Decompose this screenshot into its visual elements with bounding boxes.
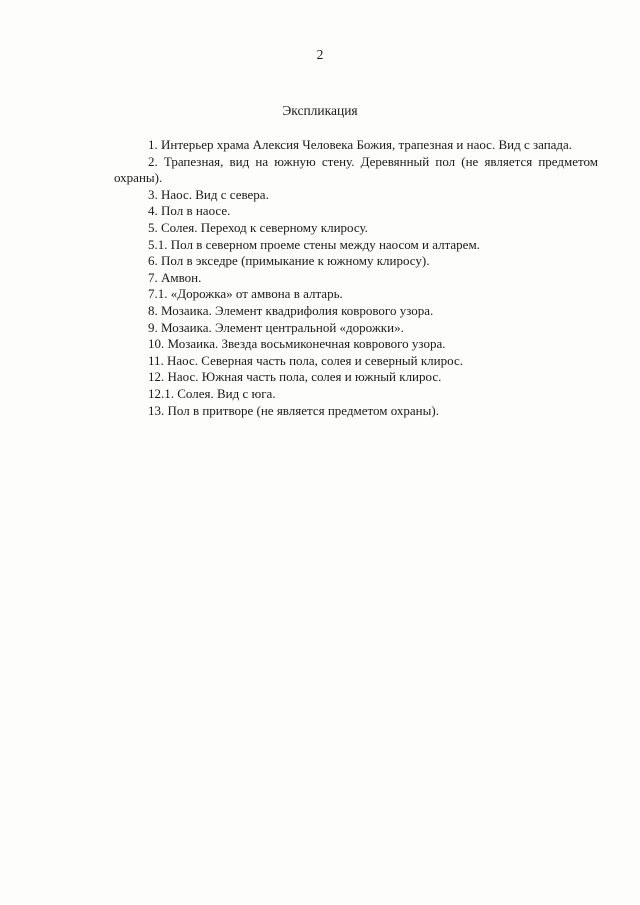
list-item: 2. Трапезная, вид на южную стену. Деревянный пол (не является предметом охраны). [114,153,598,186]
list-item: 13. Пол в притворе (не является предметом охраны). [148,402,439,418]
list-item: 10. Мозаика. Звезда восьмиконечная коврового узора. [148,336,446,352]
list-item: 11. Наос. Северная часть пола, солея и северный клирос. [148,352,463,368]
list-item: 7. Амвон. [148,269,202,285]
document-heading: Экспликация [282,103,358,118]
list-item: 6. Пол в экседре (примыкание к южному клиросу). [148,253,430,269]
page-number: 2 [316,47,324,62]
list-item: 1. Интерьер храма Алексия Человека Божия, трапезная и наос. Вид с запада. [148,137,573,152]
list-item: 4. Пол в наосе. [148,203,231,219]
list-item: 5. Солея. Переход к северному клиросу. [148,219,368,235]
list-item: 5.1. Пол в северном проеме стены между наосом и алтарем. [148,236,480,252]
list-item: 12.1. Солея. Вид с юга. [148,385,276,401]
list-item: 9. Мозаика. Элемент центральной «дорожки». [148,319,404,335]
explication-list [114,137,598,419]
list-item: 7.1. «Дорожка» от амвона в алтарь. [148,286,343,302]
list-item: 3. Наос. Вид с севера. [148,186,269,202]
list-item: 8. Мозаика. Элемент квадрифолия коврового узора. [148,302,434,318]
list-item: 12. Наос. Южная часть пола, солея и южный клирос. [148,369,442,385]
